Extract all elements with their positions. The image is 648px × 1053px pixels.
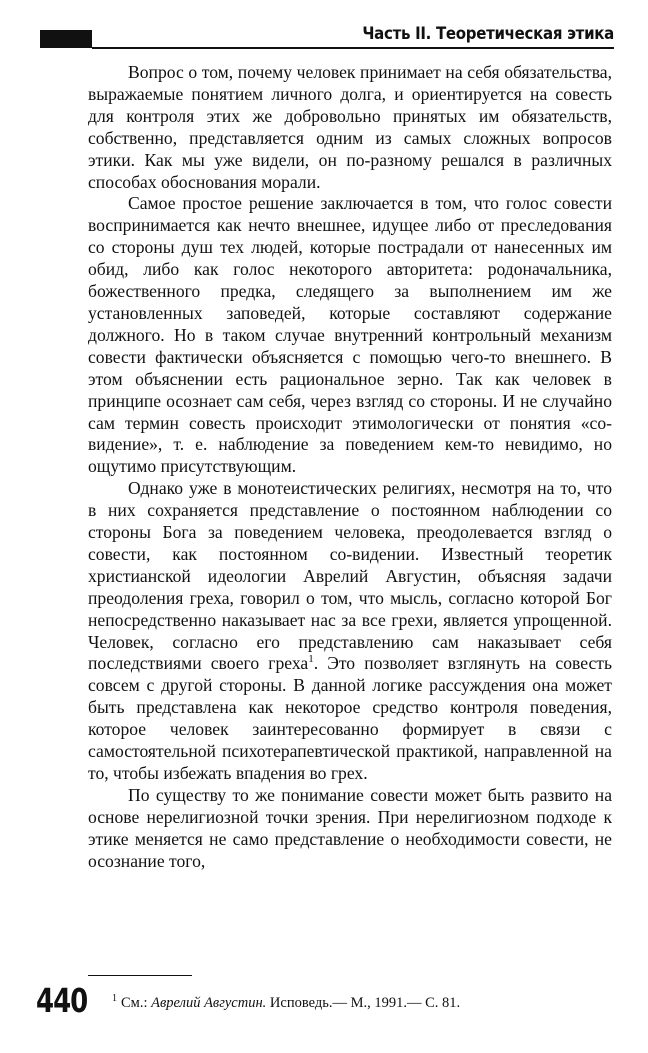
footnote-reference-mark[interactable]: 1 (308, 653, 314, 666)
paragraph (88, 478, 612, 785)
paragraph: По существу то же понимание совести может быть развито на основе нерелигиозной точки зрения. При нерелигиозном подходе к этике меняется не само представление о необходимости совести, не осознание того, (88, 784, 612, 871)
paragraph: Самое простое решение заключается в том, что голос совести воспринимается как нечто внешнее, идущее либо от преследования со стороны душ тех людей, которые пострадали от нанесенных им обид, либо как голос некоторого авторитета: родоначальника, божественного предка, следящего за выполнением им же установленных заповедей, которые составляют содержание должного. Но в таком случае внутренний контрольный механизм совести фактически объясняется с помощью чего-то внешнего. В этом объяснении есть рациональное зерно. Так как человек в принципе осознает сам себя, через взгляд со стороны. И не случайно сам термин совесть происходит этимологически от понятия «со-видение», т. е. наблюдение за поведением кем-то невидимо, но ощутимо присутствующим. (88, 193, 612, 477)
paragraph: Вопрос о том, почему человек принимает на себя обязательства, выражаемые понятием личного долга, и ориентируется на совесть для контроля этих же добровольно принятых им обязательств, собственно, представляется одним из самых сложных вопросов этики. Как мы уже видели, он по-разному решался в различных способах обоснования морали. (88, 62, 612, 192)
footnote-separator (88, 975, 192, 976)
footnote-author: Аврелий Августин. (151, 994, 267, 1011)
paragraph-text-end: . (313, 653, 319, 674)
header-decorative-bar (40, 30, 92, 48)
footnote-source: Исповедь.— М., 1991.— С. 81. (269, 994, 461, 1011)
page-number: 440 (36, 983, 88, 1021)
paragraph-continuation: Это позволяет взглянуть на совесть совсем с другой стороны. В данной логике рассуждения она может быть представлена как некоторое средство контроля поведения, которое человек заинтересованно формирует в связи с самостоятельной психотерапевтической практикой, направленной на то, чтобы избежать впадения во грех. (88, 653, 612, 783)
footnote (112, 990, 612, 1012)
header-rule (92, 47, 614, 49)
footnote-prefix: См.: (121, 994, 148, 1011)
paragraph-text: Однако уже в монотеистических религиях, несмотря на то, что в них сохраняется представление о постоянном наблюдении со стороны Бога за поведением человека, преодолевается взгляд о совести, как постоянном со-видении. Известный теоретик христианской идеологии Аврелий Августин, объясняя задачи преодоления греха, говорил о том, что мысль, согласно которой Бог непосредственно наказывает нас за все грехи, является упрощенной. Человек, согласно его представлению сам наказывает себя последствиями своего греха (88, 478, 612, 674)
body-text (88, 62, 612, 873)
footnote-number: 1 (112, 993, 117, 1004)
running-header-title: Часть II. Теоретическая этика (362, 22, 614, 44)
